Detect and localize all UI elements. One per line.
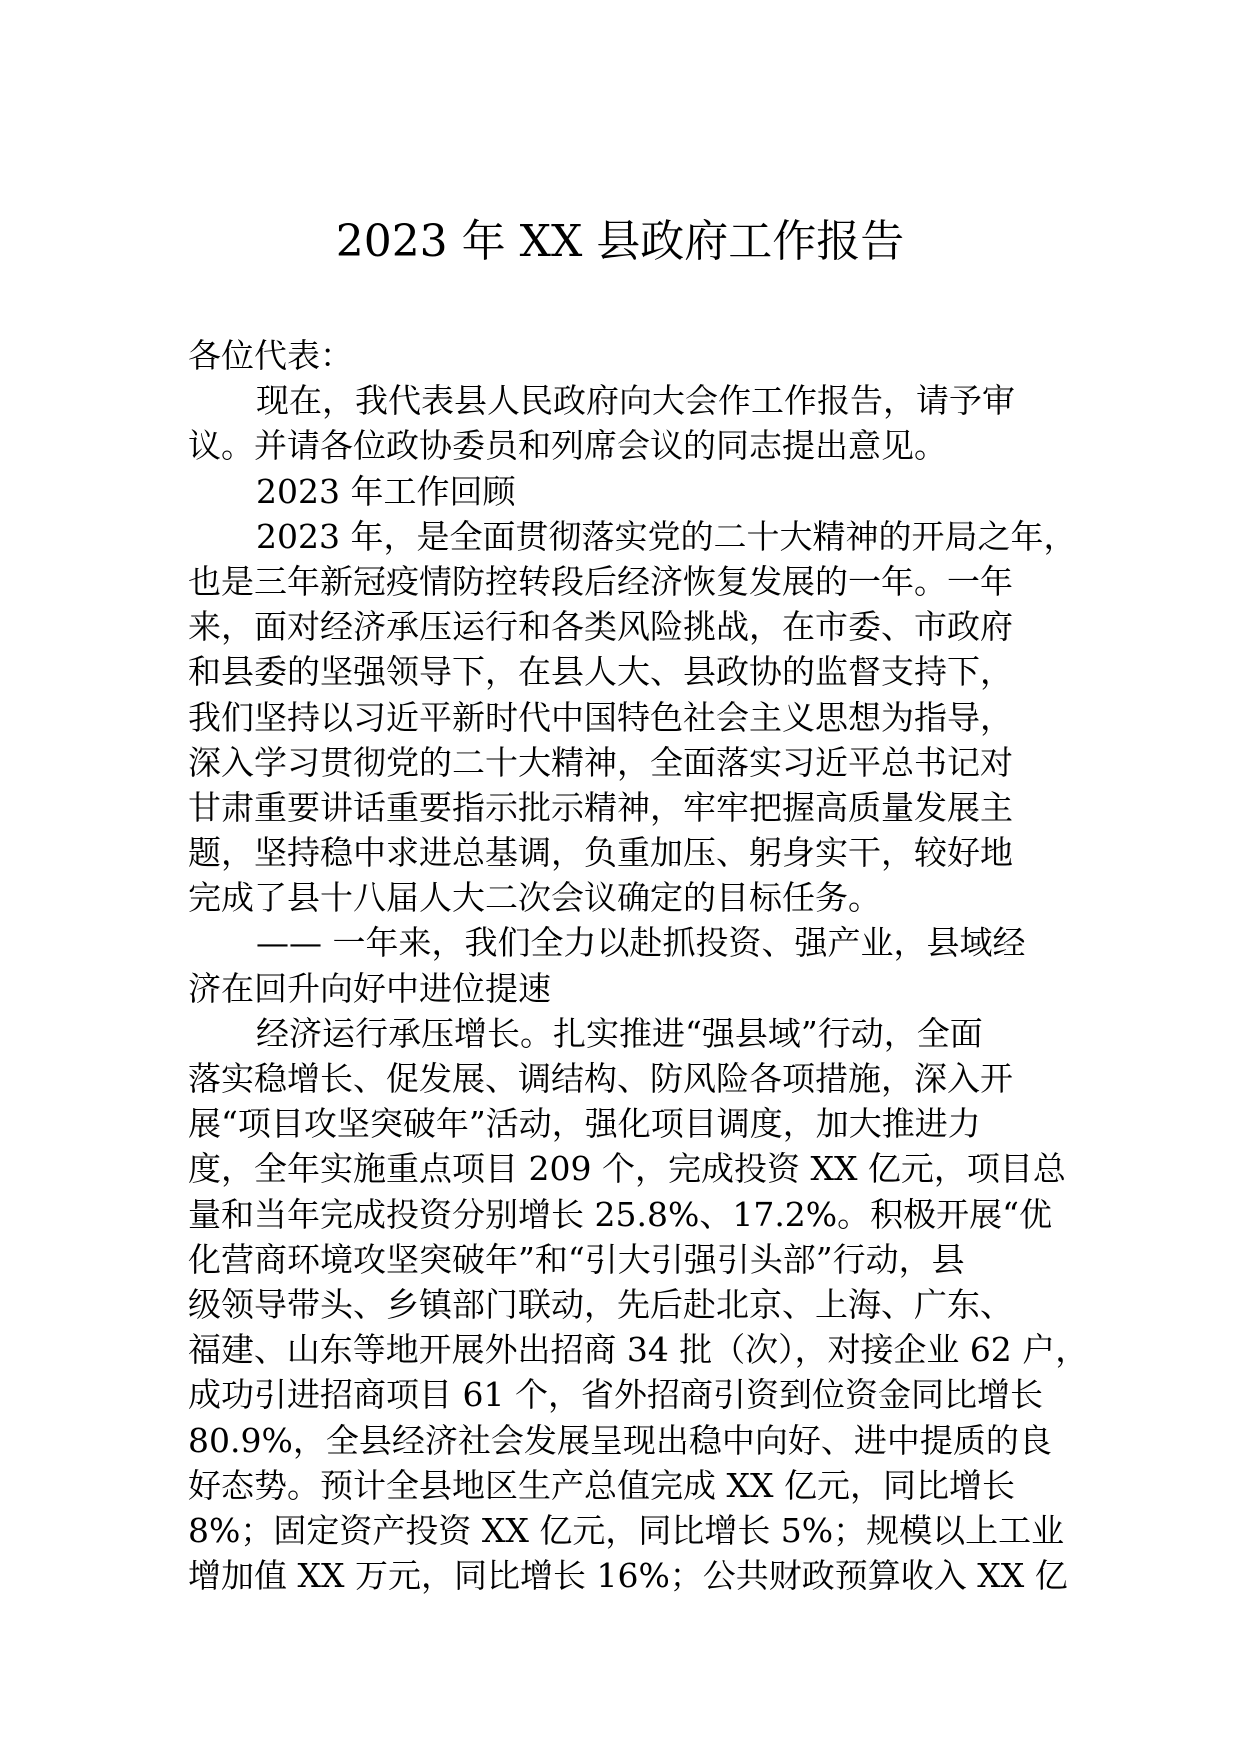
document-title: 2023 年 XX 县政府工作报告 [335, 216, 905, 267]
text-line: 题，坚持稳中求进总基调，负重加压、躬身实干，较好地 [188, 833, 1013, 873]
text-line: 甘肃重要讲话重要指示批示精神，牢牢把握高质量发展主 [188, 787, 1013, 827]
text-line: 级领导带头、乡镇部门联动，先后赴北京、上海、广东、 [188, 1284, 1013, 1324]
text-line: 和县委的坚强领导下，在县人大、县政协的监督支持下， [188, 652, 1013, 692]
text-line: 议。并请各位政协委员和列席会议的同志提出意见。 [188, 426, 947, 466]
text-line: 各位代表： [188, 336, 353, 375]
text-line: 展“项目攻坚突破年”活动，强化项目调度，加大推进力 [188, 1104, 981, 1144]
text-line: 我们坚持以习近平新时代中国特色社会主义思想为指导， [188, 697, 1013, 737]
text-line: 增加值 XX 万元，同比增长 16%；公共财政预算收入 XX 亿 [188, 1556, 1068, 1596]
text-line: 好态势。预计全县地区生产总值完成 XX 亿元，同比增长 [188, 1465, 1015, 1505]
text-line: 深入学习贯彻党的二十大精神，全面落实习近平总书记对 [188, 742, 1013, 782]
text-line: 福建、山东等地开展外出招商 34 批（次），对接企业 62 户， [188, 1330, 1089, 1370]
text-line: 济在回升向好中进位提速 [188, 968, 551, 1008]
text-line: —— 一年来，我们全力以赴抓投资、强产业，县域经 [256, 923, 1026, 963]
text-line: 80.9%，全县经济社会发展呈现出稳中向好、进中提质的良 [188, 1420, 1052, 1460]
text-line: 经济运行承压增长。扎实推进“强县域”行动，全面 [256, 1013, 983, 1053]
text-line: 也是三年新冠疫情防控转段后经济恢复发展的一年。一年 [188, 561, 1013, 601]
document-body [188, 333, 1088, 1598]
text-line: 量和当年完成投资分别增长 25.8%、17.2%。积极开展“优 [188, 1194, 1053, 1234]
text-line: 来，面对经济承压运行和各类风险挑战，在市委、市政府 [188, 607, 1013, 647]
text-line: 2023 年，是全面贯彻落实党的二十大精神的开局之年， [256, 516, 1077, 556]
text-line: 度，全年实施重点项目 209 个，完成投资 XX 亿元，项目总 [188, 1149, 1066, 1189]
text-line: 现在，我代表县人民政府向大会作工作报告，请予审 [256, 381, 1015, 421]
text-line: 2023 年工作回顾 [256, 471, 516, 511]
text-line: 完成了县十八届人大二次会议确定的目标任务。 [188, 878, 881, 918]
text-line: 落实稳增长、促发展、调结构、防风险各项措施，深入开 [188, 1059, 1013, 1098]
text-line: 8%；固定资产投资 XX 亿元，同比增长 5%；规模以上工业 [188, 1510, 1065, 1550]
text-line: 化营商环境攻坚突破年”和“引大引强引头部”行动，县 [188, 1239, 965, 1279]
text-line: 成功引进招商项目 61 个，省外招商引资到位资金同比增长 [188, 1375, 1043, 1415]
